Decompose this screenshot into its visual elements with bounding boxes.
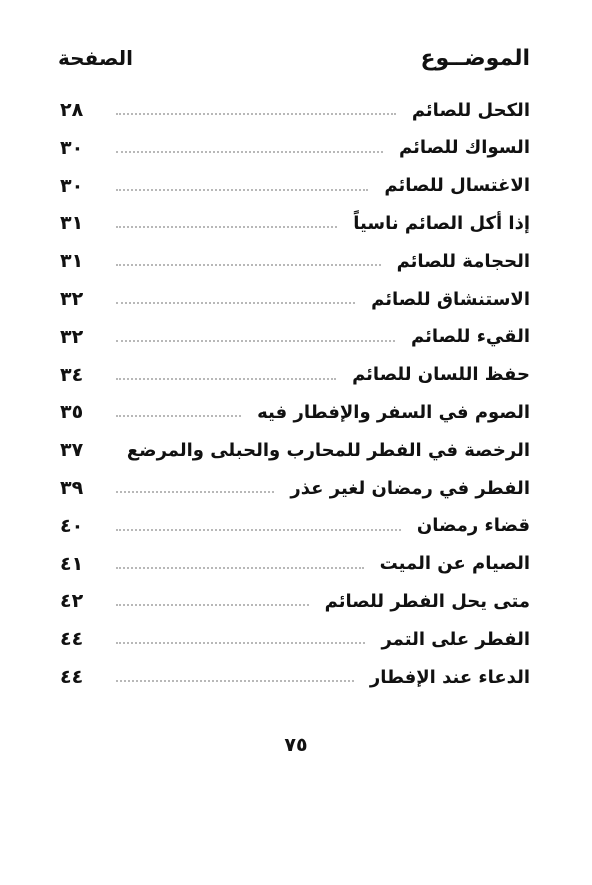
- toc-entry-page: ٣٠: [60, 174, 84, 197]
- toc-entry-title: متى يحل الفطر للصائم: [324, 590, 530, 612]
- dot-leader: [116, 264, 381, 266]
- dot-leader: [116, 302, 355, 304]
- dot-leader: [116, 151, 383, 153]
- toc-entry-page: ٣١: [60, 212, 84, 235]
- dot-leader: [116, 642, 365, 644]
- toc-entry-page: ٣٢: [60, 325, 84, 348]
- toc-entry[interactable]: [60, 659, 530, 695]
- toc-entry-title: الرخصة في الفطر للمحارب والحبلى والمرضع: [126, 439, 530, 461]
- toc-entry-title: الكحل للصائم: [411, 99, 530, 121]
- toc-entry-page: ٣٧: [60, 439, 84, 462]
- toc-entry-title: الدعاء عند الإفطار: [369, 666, 530, 688]
- toc-entry-page: ٤١: [60, 552, 84, 575]
- dot-leader: [116, 529, 401, 531]
- toc-entry-title: الفطر على التمر: [381, 628, 530, 650]
- toc-entry[interactable]: [60, 357, 530, 393]
- toc-entry-page: ٣٠: [60, 136, 84, 159]
- toc-entry[interactable]: [60, 394, 530, 430]
- dot-leader: [116, 415, 241, 417]
- toc-entry[interactable]: [60, 168, 530, 204]
- dot-leader: [116, 113, 396, 115]
- toc-entry-title: قضاء رمضان: [416, 515, 530, 537]
- dot-leader: [116, 680, 354, 682]
- topic-column-header: الموضــوع: [420, 46, 530, 71]
- toc-entry-page: ٣٥: [60, 401, 84, 424]
- toc-entry-title: الاغتسال للصائم: [384, 175, 530, 197]
- toc-entry[interactable]: [60, 319, 530, 355]
- dot-leader: [116, 340, 395, 342]
- toc-entry-title: الفطر في رمضان لغير عذر: [290, 477, 530, 499]
- toc-entry-page: ٤٤: [60, 666, 84, 688]
- toc-entry-title: الاستنشاق للصائم: [371, 288, 530, 310]
- dot-leader: [116, 604, 309, 606]
- toc-entry[interactable]: [60, 243, 530, 279]
- dot-leader: [116, 189, 368, 191]
- page-column-header: الصفحة: [58, 46, 134, 70]
- toc-entry-page: ٣٢: [60, 288, 84, 310]
- toc-entry[interactable]: [60, 508, 530, 544]
- toc-entry[interactable]: [60, 470, 530, 506]
- toc-entry-page: ٤٢: [60, 590, 84, 613]
- dot-leader: [116, 378, 336, 380]
- toc-entry[interactable]: [60, 281, 530, 317]
- toc-entry-page: ٤٤: [60, 628, 84, 651]
- toc-entry-title: القيء للصائم: [410, 326, 530, 348]
- toc-entry-page: ٣٩: [60, 477, 84, 499]
- toc-entry-page: ٢٨: [60, 99, 84, 121]
- toc-entry-title: حفظ اللسان للصائم: [352, 364, 530, 386]
- toc-entry-title: الصوم في السفر والإفطار فيه: [257, 401, 530, 423]
- toc-entry[interactable]: [60, 205, 530, 241]
- toc-entry[interactable]: [60, 92, 530, 128]
- dot-leader: [116, 567, 364, 569]
- toc-entry-page: ٣٤: [60, 363, 84, 386]
- page-number: ٧٥: [284, 734, 308, 756]
- toc-entry[interactable]: [60, 546, 530, 582]
- toc-entry-page: ٣١: [60, 250, 84, 273]
- toc-entry[interactable]: [60, 130, 530, 166]
- toc-entry[interactable]: [60, 621, 530, 657]
- toc-entry[interactable]: [60, 583, 530, 619]
- toc-entry[interactable]: [60, 432, 530, 468]
- toc-entry-title: السواك للصائم: [399, 137, 530, 159]
- toc-entry-title: الحجامة للصائم: [396, 250, 530, 272]
- toc-entry-title: الصيام عن الميت: [379, 553, 530, 575]
- toc-entry-title: إذا أكل الصائم ناسياً: [353, 212, 530, 234]
- dot-leader: [116, 491, 274, 493]
- toc-entry-page: ٤٠: [60, 514, 84, 537]
- dot-leader: [116, 226, 337, 228]
